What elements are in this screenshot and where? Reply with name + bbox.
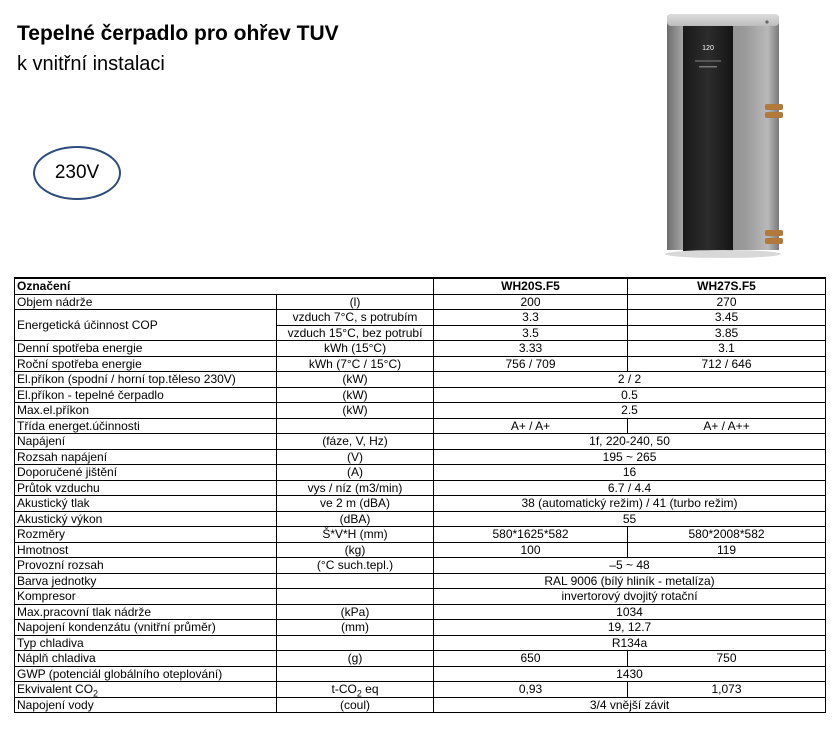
row-label: Kompresor	[15, 589, 277, 605]
row-unit: kWh (15°C)	[277, 341, 434, 357]
row-unit: (kPa)	[277, 604, 434, 620]
co2-unit-tail: eq	[361, 682, 379, 696]
control-strip	[695, 60, 721, 62]
table-row	[15, 682, 826, 698]
row-unit: vzduch 7°C, s potrubím	[277, 310, 434, 326]
table-row	[15, 573, 826, 589]
row-value-2: 1,073	[628, 682, 826, 698]
row-unit	[277, 573, 434, 589]
row-unit: kWh (7°C / 15°C)	[277, 356, 434, 372]
designation-label: Označení	[15, 278, 434, 294]
row-label: Náplň chladiva	[15, 651, 277, 667]
row-value-2: 580*2008*582	[628, 527, 826, 543]
row-label: Akustický tlak	[15, 496, 277, 512]
row-value-shared: R134a	[434, 635, 826, 651]
row-unit: (kg)	[277, 542, 434, 558]
water-outlet-pipe-2	[765, 112, 783, 118]
row-value-shared: 1430	[434, 666, 826, 682]
water-outlet-pipe	[765, 104, 783, 110]
row-value-shared: RAL 9006 (bílý hliník - metalíza)	[434, 573, 826, 589]
row-label: Energetická účinnost COP	[15, 310, 277, 341]
model-2-header: WH27S.F5	[628, 278, 826, 294]
row-value-2: 119	[628, 542, 826, 558]
row-value-shared: 16	[434, 465, 826, 481]
row-value-2: 3.45	[628, 310, 826, 326]
table-row	[15, 666, 826, 682]
row-unit	[277, 635, 434, 651]
co2-unit-subscript: 2	[356, 688, 362, 697]
co2-label-text: Ekvivalent CO	[17, 682, 94, 696]
row-label: El.příkon - tepelné čerpadlo	[15, 387, 277, 403]
row-unit: (kW)	[277, 387, 434, 403]
row-value-shared: 6.7 / 4.4	[434, 480, 826, 496]
heat-pump-image	[655, 10, 795, 260]
row-label: Akustický výkon	[15, 511, 277, 527]
table-row	[15, 651, 826, 667]
table-row	[15, 465, 826, 481]
row-value-shared: 2.5	[434, 403, 826, 419]
row-unit	[277, 666, 434, 682]
floor-shadow	[665, 250, 781, 258]
row-label: Denní spotřeba energie	[15, 341, 277, 357]
table-row	[15, 356, 826, 372]
row-value-1: 0,93	[434, 682, 628, 698]
row-label	[15, 682, 277, 698]
row-label: Průtok vzduchu	[15, 480, 277, 496]
row-label: Typ chladiva	[15, 635, 277, 651]
row-unit: (kW)	[277, 403, 434, 419]
row-label: Hmotnost	[15, 542, 277, 558]
table-row	[15, 480, 826, 496]
table-row	[15, 403, 826, 419]
spec-table	[14, 277, 826, 713]
row-value-1: 3.5	[434, 325, 628, 341]
row-unit: (g)	[277, 651, 434, 667]
logo-mark	[765, 20, 768, 23]
row-label: Max.el.příkon	[15, 403, 277, 419]
table-row	[15, 511, 826, 527]
row-label: Doporučené jištění	[15, 465, 277, 481]
tank-top	[667, 14, 779, 26]
row-label: Roční spotřeba energie	[15, 356, 277, 372]
table-header-row	[15, 278, 826, 294]
row-label: GWP (potenciál globálního oteplování)	[15, 666, 277, 682]
model-1-header: WH20S.F5	[434, 278, 628, 294]
row-value-shared: 3/4 vnější závit	[434, 697, 826, 713]
row-value-1: 200	[434, 294, 628, 310]
table-row	[15, 527, 826, 543]
table-row	[15, 387, 826, 403]
row-value-2: 3.1	[628, 341, 826, 357]
row-unit: (dBA)	[277, 511, 434, 527]
row-unit: (fáze, V, Hz)	[277, 434, 434, 450]
row-value-shared: 1034	[434, 604, 826, 620]
table-row	[15, 294, 826, 310]
row-unit: (l)	[277, 294, 434, 310]
row-unit	[277, 682, 434, 698]
row-label: Objem nádrže	[15, 294, 277, 310]
row-label: El.příkon (spodní / horní top.těleso 230V)	[15, 372, 277, 388]
row-value-shared: 38 (automatický režim) / 41 (turbo režim)	[434, 496, 826, 512]
row-value-1: 3.33	[434, 341, 628, 357]
row-unit: Š*V*H (mm)	[277, 527, 434, 543]
row-value-shared: invertorový dvojitý rotační	[434, 589, 826, 605]
table-row	[15, 697, 826, 713]
row-value-2: A+ / A++	[628, 418, 826, 434]
row-label: Rozměry	[15, 527, 277, 543]
row-value-2: 712 / 646	[628, 356, 826, 372]
row-value-shared: 1f, 220-240, 50	[434, 434, 826, 450]
page-title: Tepelné čerpadlo pro ohřev TUV	[17, 22, 339, 45]
row-value-1: 580*1625*582	[434, 527, 628, 543]
row-value-shared: 2 / 2	[434, 372, 826, 388]
table-row	[15, 418, 826, 434]
table-row	[15, 620, 826, 636]
page-subtitle: k vnitřní instalaci	[17, 53, 165, 75]
table-row	[15, 310, 826, 326]
row-label: Max.pracovní tlak nádrže	[15, 604, 277, 620]
row-unit: (°C such.tepl.)	[277, 558, 434, 574]
row-value-2: 270	[628, 294, 826, 310]
water-inlet-pipe	[765, 230, 783, 236]
table-row	[15, 558, 826, 574]
co2-unit-text: t-CO	[331, 682, 357, 696]
row-unit: (mm)	[277, 620, 434, 636]
row-value-shared: 19, 12.7	[434, 620, 826, 636]
row-value-shared: 55	[434, 511, 826, 527]
row-unit: ve 2 m (dBA)	[277, 496, 434, 512]
row-label: Rozsah napájení	[15, 449, 277, 465]
row-value-1: 100	[434, 542, 628, 558]
row-unit: (V)	[277, 449, 434, 465]
row-label: Napojení kondenzátu (vnitřní průměr)	[15, 620, 277, 636]
table-row	[15, 542, 826, 558]
row-unit	[277, 589, 434, 605]
table-row	[15, 604, 826, 620]
table-row	[15, 589, 826, 605]
table-row	[15, 496, 826, 512]
co2-label-subscript: 2	[93, 688, 99, 697]
row-label: Napájení	[15, 434, 277, 450]
row-value-1: 756 / 709	[434, 356, 628, 372]
display-readout: 120	[702, 45, 714, 52]
voltage-badge: 230V	[33, 146, 121, 200]
row-label: Napojení vody	[15, 697, 277, 713]
row-label: Provozní rozsah	[15, 558, 277, 574]
row-value-1: A+ / A+	[434, 418, 628, 434]
row-unit: (A)	[277, 465, 434, 481]
water-inlet-pipe-2	[765, 238, 783, 244]
front-panel	[683, 26, 733, 252]
row-value-2: 750	[628, 651, 826, 667]
row-unit: (kW)	[277, 372, 434, 388]
row-value-shared: –5 ~ 48	[434, 558, 826, 574]
table-row	[15, 341, 826, 357]
table-row	[15, 434, 826, 450]
row-unit: vzduch 15°C, bez potrubí	[277, 325, 434, 341]
row-value-1: 650	[434, 651, 628, 667]
table-row	[15, 372, 826, 388]
row-label: Barva jednotky	[15, 573, 277, 589]
table-row	[15, 635, 826, 651]
row-unit: (coul)	[277, 697, 434, 713]
row-value-2: 3.85	[628, 325, 826, 341]
row-unit: vys / níz (m3/min)	[277, 480, 434, 496]
row-unit	[277, 418, 434, 434]
row-value-1: 3.3	[434, 310, 628, 326]
table-row	[15, 449, 826, 465]
row-label: Třída energet.účinnosti	[15, 418, 277, 434]
row-value-shared: 195 ~ 265	[434, 449, 826, 465]
row-value-shared: 0.5	[434, 387, 826, 403]
